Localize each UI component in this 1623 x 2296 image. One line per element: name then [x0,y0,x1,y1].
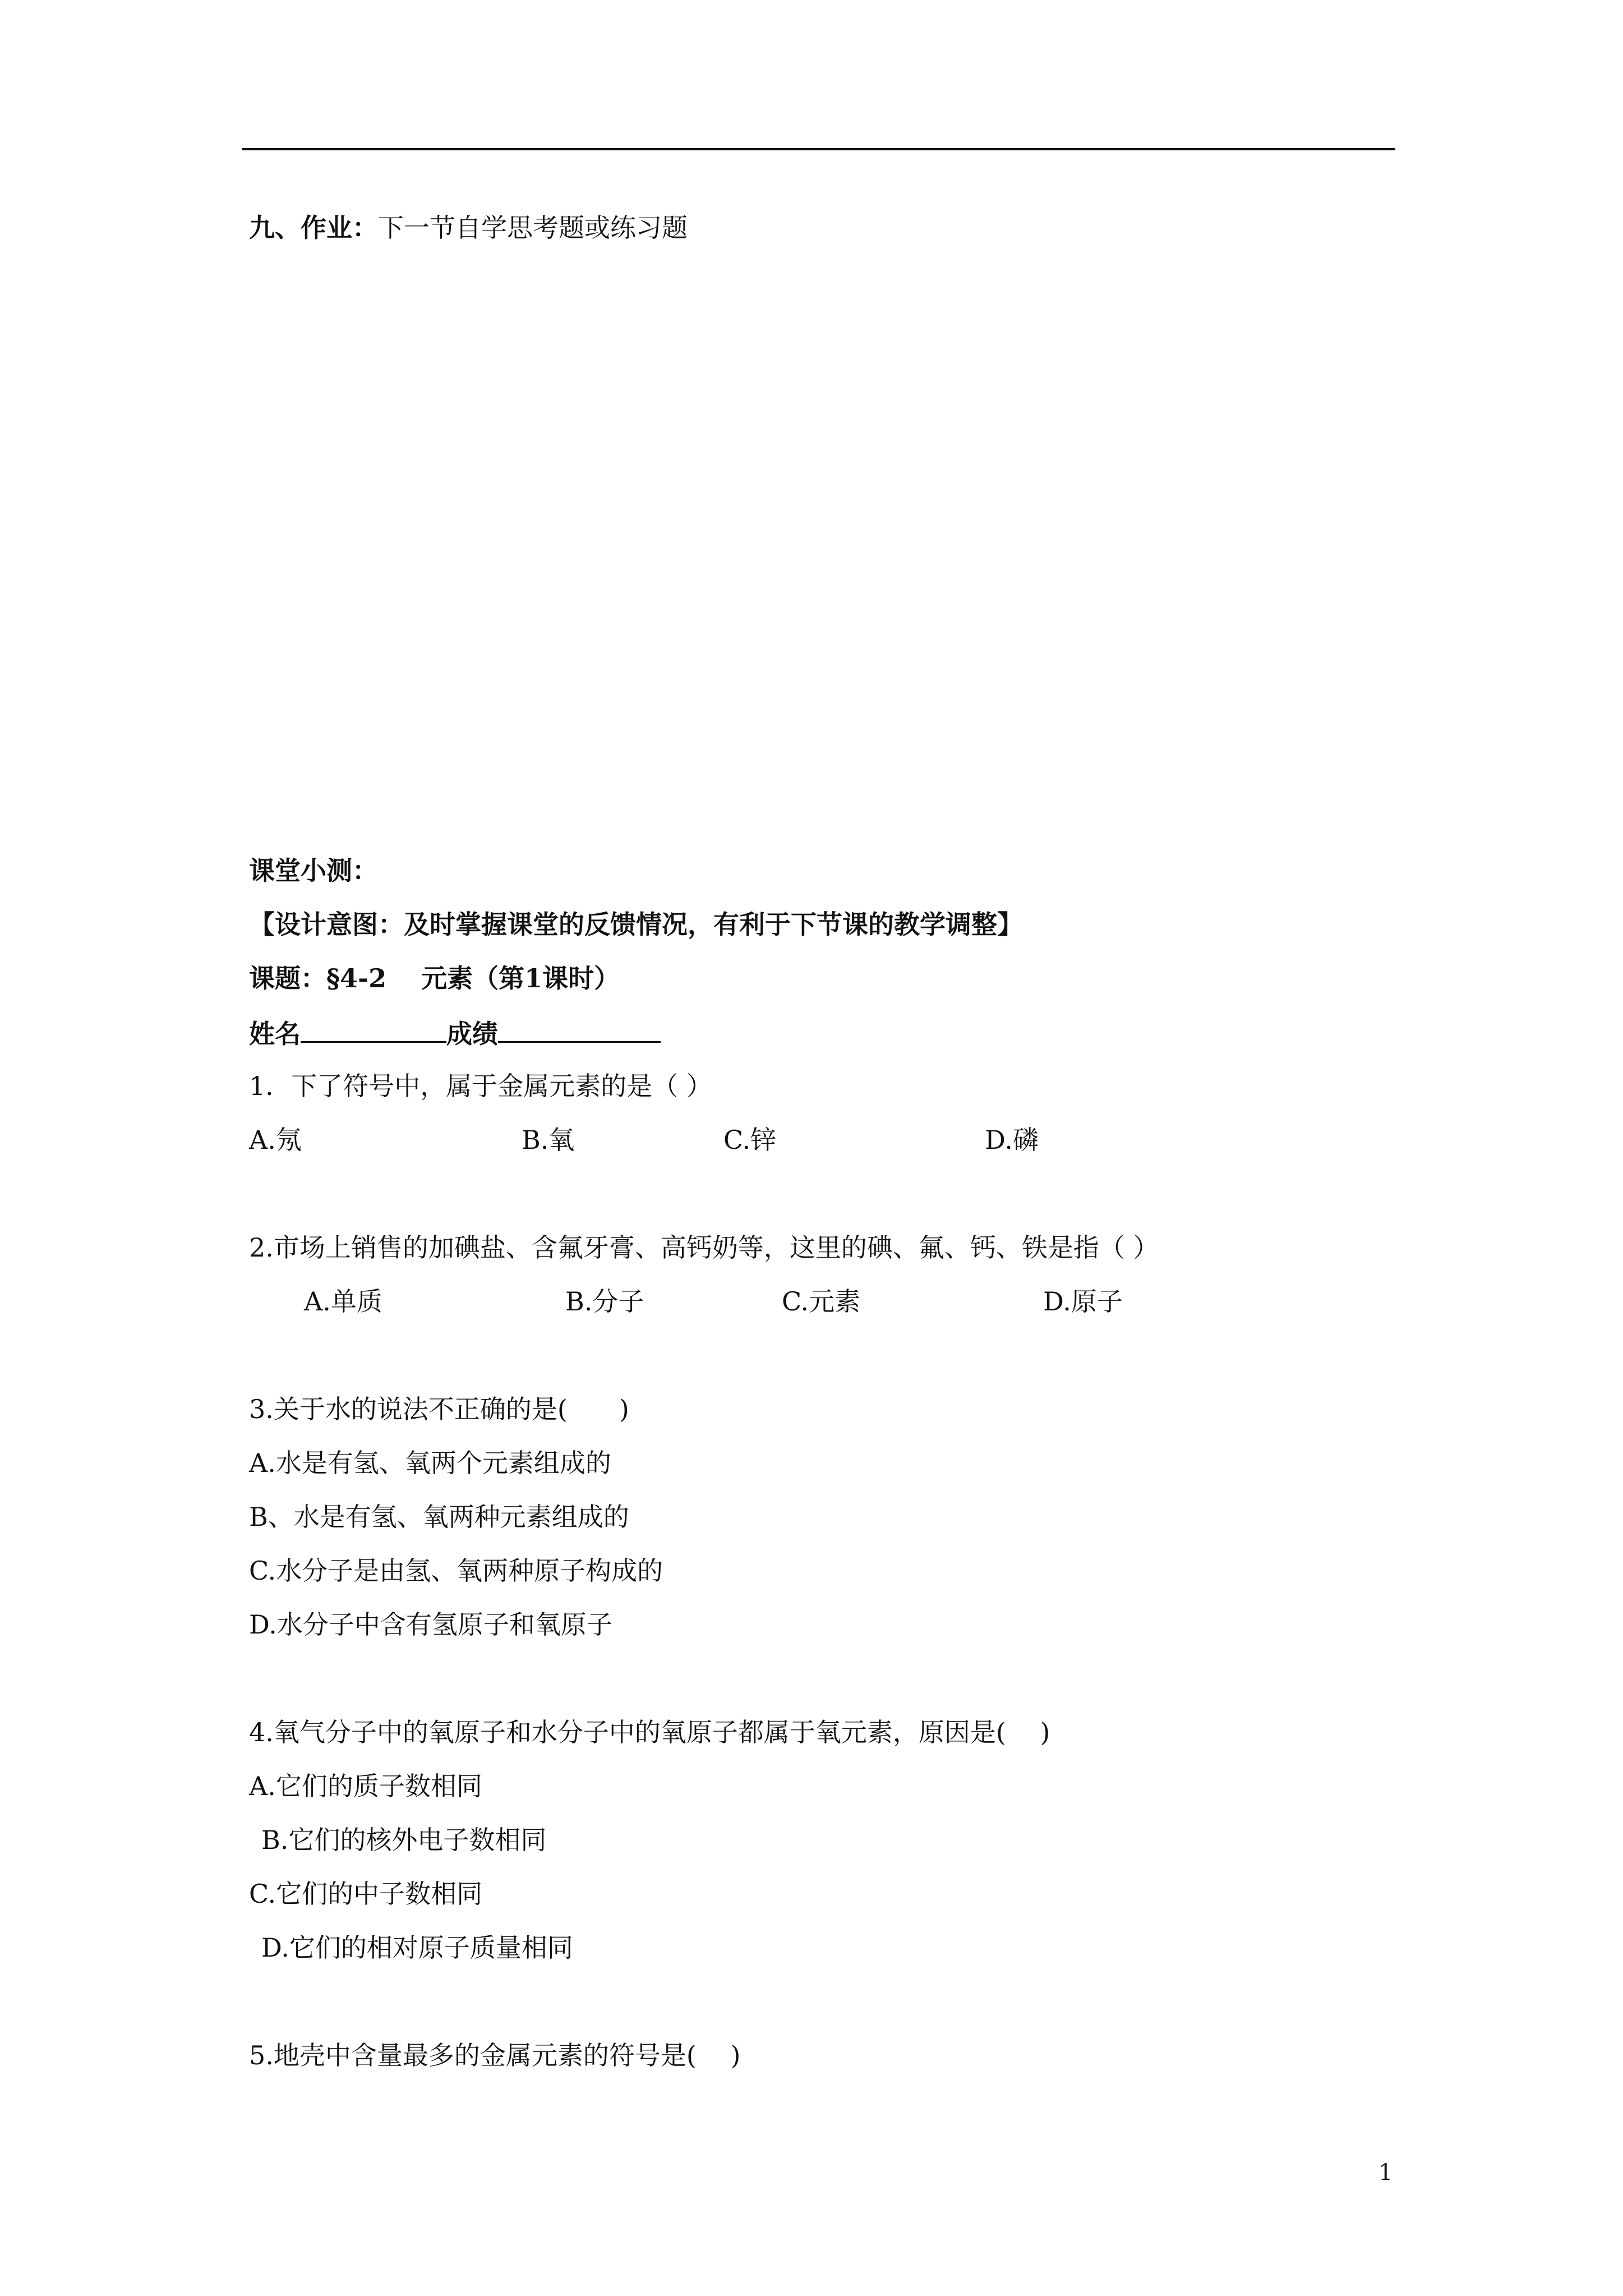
score-blank[interactable] [498,1015,661,1043]
question-3-stem: 3.关于水的说法不正确的是( ) [249,1394,629,1424]
question-1-option-d: D.磷 [985,1125,1039,1155]
quiz-topic: 课题：§4-2 元素（第1课时） [249,963,620,993]
question-2-option-c: C.元素 [782,1286,861,1317]
question-1-option-c: C.锌 [723,1125,777,1155]
question-1-option-a: A.氖 [249,1125,302,1155]
question-3-option-d: D.水分子中含有氢原子和氧原子 [249,1609,612,1640]
question-1-stem: 1．下了符号中，属于金属元素的是（ ） [249,1071,712,1101]
question-3-option-c: C.水分子是由氢、氧两种原子构成的 [249,1556,663,1586]
quiz-heading: 课堂小测： [249,855,378,886]
question-2-stem: 2.市场上销售的加碘盐、含氟牙膏、高钙奶等，这里的碘、氟、钙、铁是指（ ） [249,1232,1159,1263]
question-4-stem: 4.氧气分子中的氧原子和水分子中的氧原子都属于氧元素，原因是( ) [249,1717,1050,1747]
homework-label: 九、作业： [249,213,378,243]
name-blank[interactable] [301,1015,446,1043]
homework-text: 下一节自学思考题或练习题 [378,213,688,243]
question-2-option-b: B.分子 [565,1286,644,1317]
question-1-option-b: B.氧 [522,1125,575,1155]
question-2-option-a: A.单质 [304,1286,382,1317]
question-3-option-a: A.水是有氢、氧两个元素组成的 [249,1448,611,1478]
homework-line [249,211,688,245]
name-score-line [249,1015,661,1051]
question-4-option-d: D.它们的相对原子质量相同 [261,1932,573,1963]
score-label: 成绩 [446,1019,498,1049]
header-rule [242,148,1395,150]
question-3-option-b: B、水是有氢、氧两种元素组成的 [249,1502,629,1532]
question-4-option-a: A.它们的质子数相同 [249,1771,482,1801]
name-label: 姓名 [249,1019,301,1049]
page-number: 1 [1378,2160,1393,2185]
question-4-option-c: C.它们的中子数相同 [249,1879,483,1909]
question-4-option-b: B.它们的核外电子数相同 [261,1825,547,1855]
design-intent: 【设计意图：及时掌握课堂的反馈情况，有利于下节课的教学调整】 [249,909,1023,940]
question-5-stem: 5.地壳中含量最多的金属元素的符号是( ) [249,2040,741,2070]
question-2-option-d: D.原子 [1043,1286,1123,1317]
